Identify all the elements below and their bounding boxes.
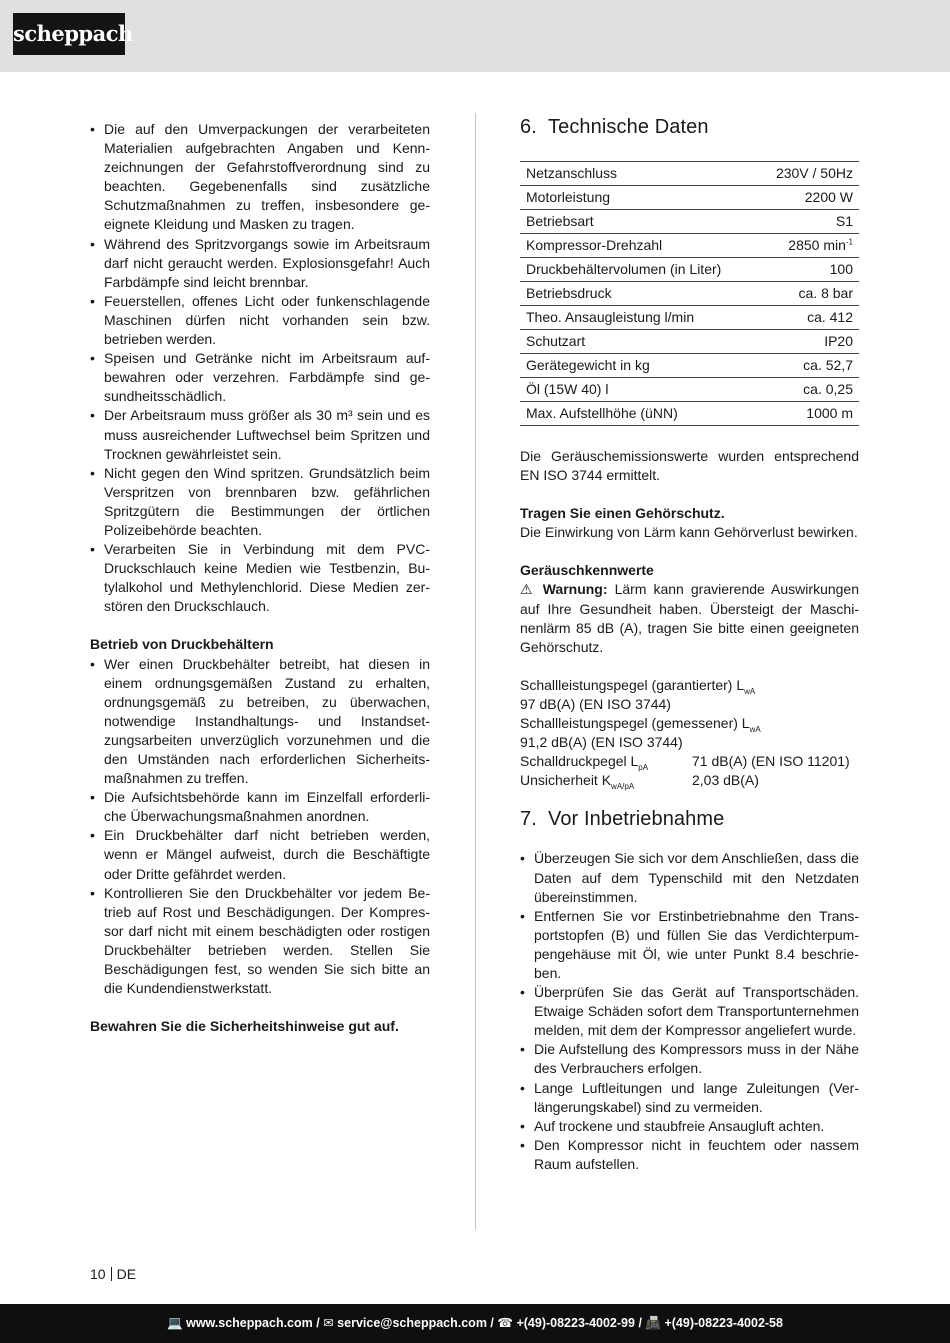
sound-pressure-label [520,752,692,771]
uncertainty-text: Unsicherheit K [520,772,612,789]
sound-pressure-row [520,752,859,771]
spec-label: Betriebsdruck [520,282,757,306]
spec-value: IP20 [824,333,853,349]
spec-value-cell [757,186,859,210]
computer-icon: 💻 [167,1316,183,1330]
commissioning-bullet-item: • Lange Luftleitungen und lange Zuleitungen (Verlängerungskabel) sind zu vermeiden. [520,1079,859,1117]
spec-value: ca. 0,25 [803,381,853,397]
language-code: DE [116,1266,137,1282]
noise-values-heading: Geräuschkennwerte [520,562,654,579]
spec-label: Schutzart [520,330,757,354]
spec-row [520,258,859,282]
warning-text: Lärm kann gravierende Auswirkungen auf Ihre Gesundheit haben. Übersteigt der Maschinenlärm 85 dB (A), tragen Sie bitte einen geeigneten Gehörschutz. [520,581,859,655]
right-column [520,113,859,1174]
hearing-protection-heading: Tragen Sie einen Gehörschutz. [520,505,725,522]
phone-icon: ☎ [497,1316,513,1330]
spec-row [520,402,859,426]
spec-value-cell [757,378,859,402]
footer-separator: / [316,1316,320,1330]
sound-pressure-text: Schalldruckpegel L [520,753,639,770]
safety-bullet-item: • Speisen und Getränke nicht im Arbeitsraum aufbewahren oder verzehren. Farbdämpfe sind gesundheitsschädlich. [90,349,430,406]
sound-power-measured-text: Schallleistungspegel (gemessener) L [520,715,750,732]
spec-value-superscript: -1 [845,237,853,247]
spec-value: S1 [835,213,853,229]
section-6-heading [520,113,859,141]
spec-value-cell [757,210,859,234]
subscript: wA [749,724,761,734]
safety-bullet-item: • Der Arbeitsraum muss größer als 30 m³ sein und es muss ausreichender Luftwechsel beim Spritzen und Trocknen gewährleistet sein. [90,406,430,463]
sound-power-measured-label [520,714,859,733]
spec-row [520,354,859,378]
spec-value: ca. 8 bar [798,285,853,301]
spec-value-cell [757,306,859,330]
fax-icon: 📠 [645,1316,661,1330]
spec-label: Kompressor-Drehzahl [520,234,757,258]
section-7-heading [520,805,859,833]
hearing-protection-text: Die Einwirkung von Lärm kann Gehörverlust bewirken. [520,524,858,541]
section-6-number: 6. [520,116,537,138]
closing-note: Bewahren Sie die Sicherheitshinweise gut auf. [90,1018,399,1035]
pressure-vessel-bullet-item: • Die Aufsichtsbehörde kann im Einzelfall erforderliche Überwachungsmaßnahmen anordnen. [90,788,430,826]
spec-label: Betriebsart [520,210,757,234]
spec-value-cell [757,330,859,354]
footer-separator: / [638,1316,642,1330]
spec-value: 230V / 50Hz [775,165,853,181]
commissioning-bullet-item: • Den Kompressor nicht in feuchtem oder nassem Raum aufstellen. [520,1136,859,1174]
left-column [90,120,430,1036]
subscript: pA [638,763,649,773]
spec-value-cell [757,234,859,258]
pressure-vessel-heading: Betrieb von Druckbehältern [90,636,274,653]
spec-row [520,162,859,186]
safety-bullet-item: • Die auf den Umverpackungen der verarbeiteten Materialien aufgebrachten Angaben und Kennzeichnungen der Gefahrstoffverordnung sind zu beachten. Gegebenenfalls sind zusätzliche Schutzmaßnahmen zu treffen, insbesondere geeignete Kleidung und Masken zu tragen. [90,120,430,235]
commissioning-bullet-item: • Entfernen Sie vor Erstinbetriebnahme den Transportstopfen (B) und füllen Sie das Verdichterpumpengehäuse mit Öl, wie unter Punkt 8.4 beschrieben. [520,907,859,983]
page-number-separator [111,1267,112,1281]
spec-value-cell [757,282,859,306]
uncertainty-value: 2,03 dB(A) [692,772,759,789]
spec-value: 100 [829,261,853,277]
sound-power-guaranteed-text: Schallleistungspegel (garantierter) L [520,676,745,693]
spec-label: Netzanschluss [520,162,757,186]
commissioning-bullet-item: • Die Aufstellung des Kompressors muss in der Nähe des Verbrauchers erfolgen. [520,1040,859,1078]
scheppach-logo: scheppach [13,13,125,55]
column-divider [475,113,476,1230]
spec-label: Öl (15W 40) l [520,378,757,402]
spec-row [520,378,859,402]
pressure-vessel-bullet-item: • Ein Druckbehälter darf nicht betrieben werden, wenn er Mängel aufweist, durch die Beschäftigte oder Dritte gefährdet werden. [90,826,430,883]
section-7-title: Vor Inbetriebnahme [548,808,725,831]
spec-value-cell [757,354,859,378]
spec-value: 2200 W [804,189,853,205]
spec-value: ca. 52,7 [803,357,853,373]
commissioning-bullet-item: • Überprüfen Sie das Gerät auf Transportschäden. Etwaige Schäden sofort dem Transportunternehmen melden, mit dem der Kompressor angeliefert wurde. [520,983,859,1040]
page-number [90,1265,136,1284]
section-7-number: 7. [520,808,537,831]
noise-intro: Die Geräuschemissionswerte wurden entsprechend EN ISO 3744 ermittelt. [520,448,859,484]
spec-value: 2850 min [788,237,846,253]
spec-label: Max. Aufstellhöhe (üNN) [520,402,757,426]
safety-bullet-item: • Nicht gegen den Wind spritzen. Grundsätzlich beim Verspritzen von brennbaren bzw. gefährlichen Spritzgütern die Bestimmungen der örtlichen Polizeibehörde beachten. [90,464,430,540]
safety-bullet-item: • Feuerstellen, offenes Licht oder funkenschlagende Maschinen dürfen nicht vorhanden sein bzw. betrieben werden. [90,292,430,349]
section-6-title: Technische Daten [548,116,709,138]
spec-value-cell [757,162,859,186]
technical-data-table [520,161,859,426]
commissioning-bullet-list [520,849,859,1174]
sound-power-guaranteed-label [520,676,859,695]
noise-warning [520,580,859,656]
spec-label: Druckbehältervolumen (in Liter) [520,258,757,282]
safety-bullet-list [90,120,430,616]
footer-separator: / [490,1316,494,1330]
pressure-vessel-bullet-item: • Wer einen Druckbehälter betreibt, hat diesen in einem ordnungsgemäßen Zustand zu erhalten, ordnungsgemäß zu betreiben, zu überwachen, notwendige Instandhaltungs- und Instandsetzungsarbeiten unverzüglich vorzunehmen und die den Umständen nach erforderlichen Sicherheitsmaßnahmen zu treffen. [90,655,430,789]
website-link[interactable]: www.scheppach.com [186,1316,313,1330]
spec-value: ca. 412 [807,309,853,325]
spec-row [520,306,859,330]
subscript: wA [744,686,756,696]
mail-icon: ✉ [323,1316,334,1330]
subscript: wA/pA [611,782,635,792]
spec-row [520,330,859,354]
warning-label: Warnung: [542,581,608,598]
commissioning-bullet-item: • Auf trockene und staubfreie Ansaugluft achten. [520,1117,859,1136]
pressure-vessel-bullet-list [90,655,430,999]
spec-label: Motorleistung [520,186,757,210]
contact-footer [0,1304,950,1343]
page-number-value: 10 [90,1266,106,1282]
uncertainty-label [520,771,692,790]
sound-pressure-value: 71 dB(A) (EN ISO 11201) [692,753,850,770]
safety-bullet-item: • Verarbeiten Sie in Verbindung mit dem PVC-Druckschlauch keine Medien wie Testbenzin, Butylalkohol und Methylenchlorid. Diese Medien zerstören den Druckschlauch. [90,540,430,616]
spec-label: Gerätegewicht in kg [520,354,757,378]
phone-number[interactable]: +(49)-08223-4002-99 [516,1316,635,1330]
spec-value-cell [757,258,859,282]
spec-value: 1000 m [806,405,853,421]
sound-power-guaranteed-value: 97 dB(A) (EN ISO 3744) [520,695,671,712]
spec-row [520,210,859,234]
spec-row [520,282,859,306]
pressure-vessel-bullet-item: • Kontrollieren Sie den Druckbehälter vor jedem Betrieb auf Rost und Beschädigungen. Der Kompressor darf nicht mit einem beschädigten oder rostigen Druckbehälter betrieben werden. Stellen Sie Beschädigungen fest, so wenden Sie sich bitte an die Kundendienstwerkstatt. [90,884,430,999]
page-header [0,0,950,72]
warning-icon: ⚠ [520,581,536,598]
spec-row [520,186,859,210]
safety-bullet-item: • Während des Spritzvorgangs sowie im Arbeitsraum darf nicht geraucht werden. Explosionsgefahr! Auch Farbdämpfe sind leicht brennbar. [90,235,430,292]
fax-number: +(49)-08223-4002-58 [664,1316,783,1330]
sound-power-measured-value: 91,2 dB(A) (EN ISO 3744) [520,734,683,751]
email-link[interactable]: service@scheppach.com [337,1316,487,1330]
spec-row [520,234,859,258]
spec-label: Theo. Ansaugleistung l/min [520,306,757,330]
commissioning-bullet-item: • Überzeugen Sie sich vor dem Anschließen, dass die Daten auf dem Typenschild mit den Netzdaten übereinstimmen. [520,849,859,906]
spec-value-cell [757,402,859,426]
uncertainty-row [520,771,859,790]
